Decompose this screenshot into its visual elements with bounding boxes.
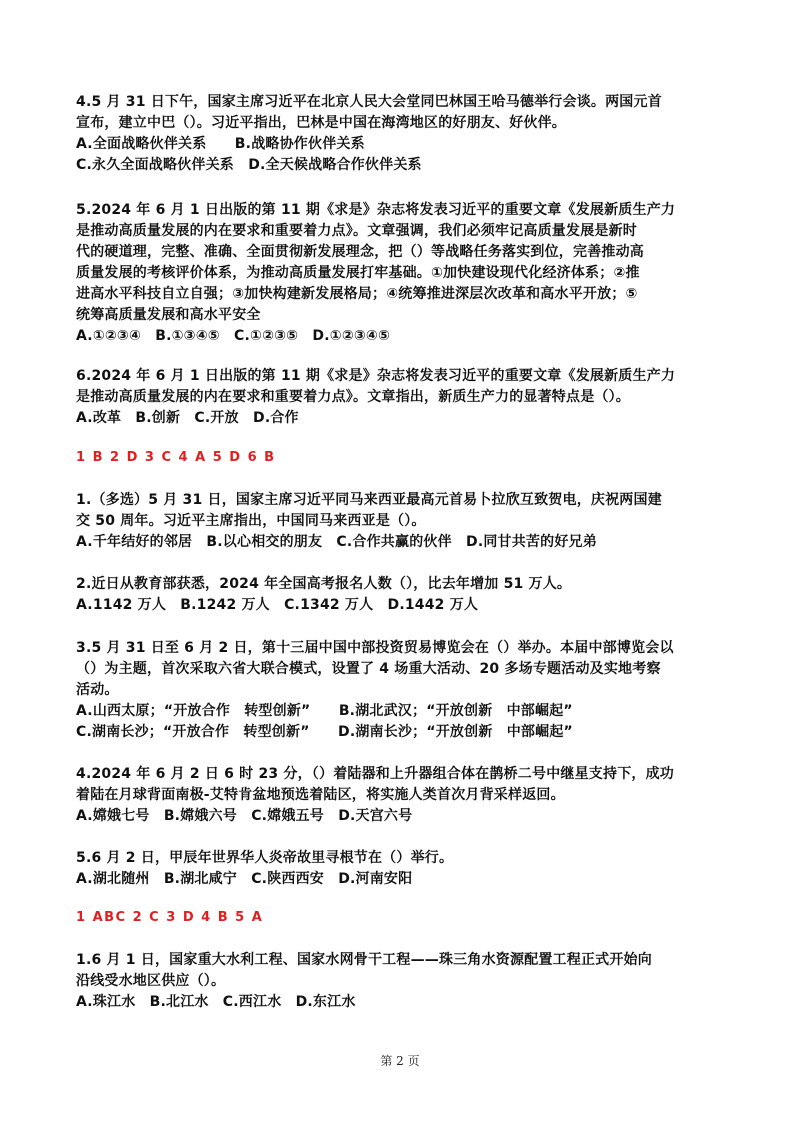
option-line: A.①②③④ B.①③④⑤ C.①②③⑤ D.①②③④⑤: [76, 328, 391, 344]
question-line: （）为主题，首次采取六省大联合模式，设置了 4 场重大活动、20 多场专题活动及实地考察: [76, 661, 661, 677]
option-line: A.湖北随州 B.湖北咸宁 C.陕西西安 D.河南安阳: [76, 871, 413, 887]
question-4-bahrain: [76, 92, 736, 176]
option-line: A.千年结好的邻居 B.以心相交的朋友 C.合作共赢的伙伴 D.同甘共苦的好兄弟: [76, 534, 597, 550]
question-line: 5.2024 年 6 月 1 日出版的第 11 期《求是》杂志将发表习近平的重要文章《发展新质生产力: [76, 202, 676, 218]
question-4-change6: [76, 764, 736, 827]
option-line: A.改革 B.创新 C.开放 D.合作: [76, 410, 299, 426]
answer-key-2: 1 ABC 2 C 3 D 4 B 5 A: [76, 910, 264, 925]
question-1-malaysia: [76, 490, 736, 553]
question-line: 4.2024 年 6 月 2 日 6 时 23 分，（）着陆器和上升器组合体在鹊桥二号中继星支持下，成功: [76, 766, 674, 782]
question-line: 6.2024 年 6 月 1 日出版的第 11 期《求是》杂志将发表习近平的重要文章《发展新质生产力: [76, 368, 676, 384]
question-line: 统筹高质量发展和高水平安全: [76, 307, 261, 323]
question-3-expo: [76, 638, 736, 743]
question-line: 活动。: [76, 682, 119, 698]
question-6-new-productivity: [76, 366, 736, 429]
question-line: 3.5 月 31 日至 6 月 2 日，第十三届中国中部投资贸易博览会在（）举办。本届中部博览会以: [76, 640, 674, 656]
question-line: 着陆在月球背面南极-艾特肯盆地预选着陆区，将实施人类首次月背采样返回。: [76, 787, 565, 803]
answer-key-1: 1 B 2 D 3 C 4 A 5 D 6 B: [76, 450, 276, 465]
question-line: 宣布，建立中巴（）。习近平指出，巴林是中国在海湾地区的好朋友、好伙伴。: [76, 115, 566, 131]
page-number: 第 2 页: [380, 1054, 420, 1068]
question-1-water: [76, 950, 736, 1013]
question-line: 4.5 月 31 日下午，国家主席习近平在北京人民大会堂同巴林国王哈马德举行会谈。两国元首: [76, 94, 662, 110]
question-line: 进高水平科技自立自强；③加快构建新发展格局；④统筹推进深层次改革和高水平开放；⑤: [76, 286, 638, 302]
option-line: A.全面战略伙伴关系 B.战略协作伙伴关系: [76, 136, 365, 152]
option-line: C.永久全面战略伙伴关系 D.全天候战略合作伙伴关系: [76, 157, 422, 173]
question-5-qiushi: [76, 200, 736, 347]
option-line: A.1142 万人 B.1242 万人 C.1342 万人 D.1442 万人: [76, 597, 479, 613]
option-line: A.珠江水 B.北江水 C.西江水 D.东江水: [76, 994, 356, 1010]
question-line: 沿线受水地区供应（）。: [76, 973, 226, 989]
question-5-yandi: [76, 848, 736, 890]
question-line: 1.6 月 1 日，国家重大水利工程、国家水网骨干工程——珠三角水资源配置工程正式开始向: [76, 952, 652, 968]
question-2-gaokao: [76, 574, 736, 616]
question-line: 代的硬道理，完整、准确、全面贯彻新发展理念，把（）等战略任务落实到位，完善推动高: [76, 244, 644, 260]
option-line: A.嫦娥七号 B.嫦娥六号 C.嫦娥五号 D.天宫六号: [76, 808, 413, 824]
question-line: 是推动高质量发展的内在要求和重要着力点》。文章指出，新质生产力的显著特点是（）。: [76, 389, 630, 405]
option-line: C.湖南长沙；“开放合作 转型创新” D.湖南长沙；“开放创新 中部崛起”: [76, 724, 573, 740]
question-line: 质量发展的考核评价体系，为推动高质量发展打牢基础。①加快建设现代化经济体系；②推: [76, 265, 640, 281]
question-line: 交 50 周年。习近平主席指出，中国同马来西亚是（）。: [76, 513, 426, 529]
question-line: 5.6 月 2 日，甲辰年世界华人炎帝故里寻根节在（）举行。: [76, 850, 454, 866]
question-line: 2.近日从教育部获悉，2024 年全国高考报名人数（），比去年增加 51 万人。: [76, 576, 572, 592]
option-line: A.山西太原；“开放合作 转型创新” B.湖北武汉；“开放创新 中部崛起”: [76, 703, 573, 719]
question-line: 1.（多选）5 月 31 日，国家主席习近平同马来西亚最高元首易卜拉欣互致贺电，庆祝两国建: [76, 492, 662, 508]
question-line: 是推动高质量发展的内在要求和重要着力点》。文章强调，我们必须牢记高质量发展是新时: [76, 223, 637, 239]
